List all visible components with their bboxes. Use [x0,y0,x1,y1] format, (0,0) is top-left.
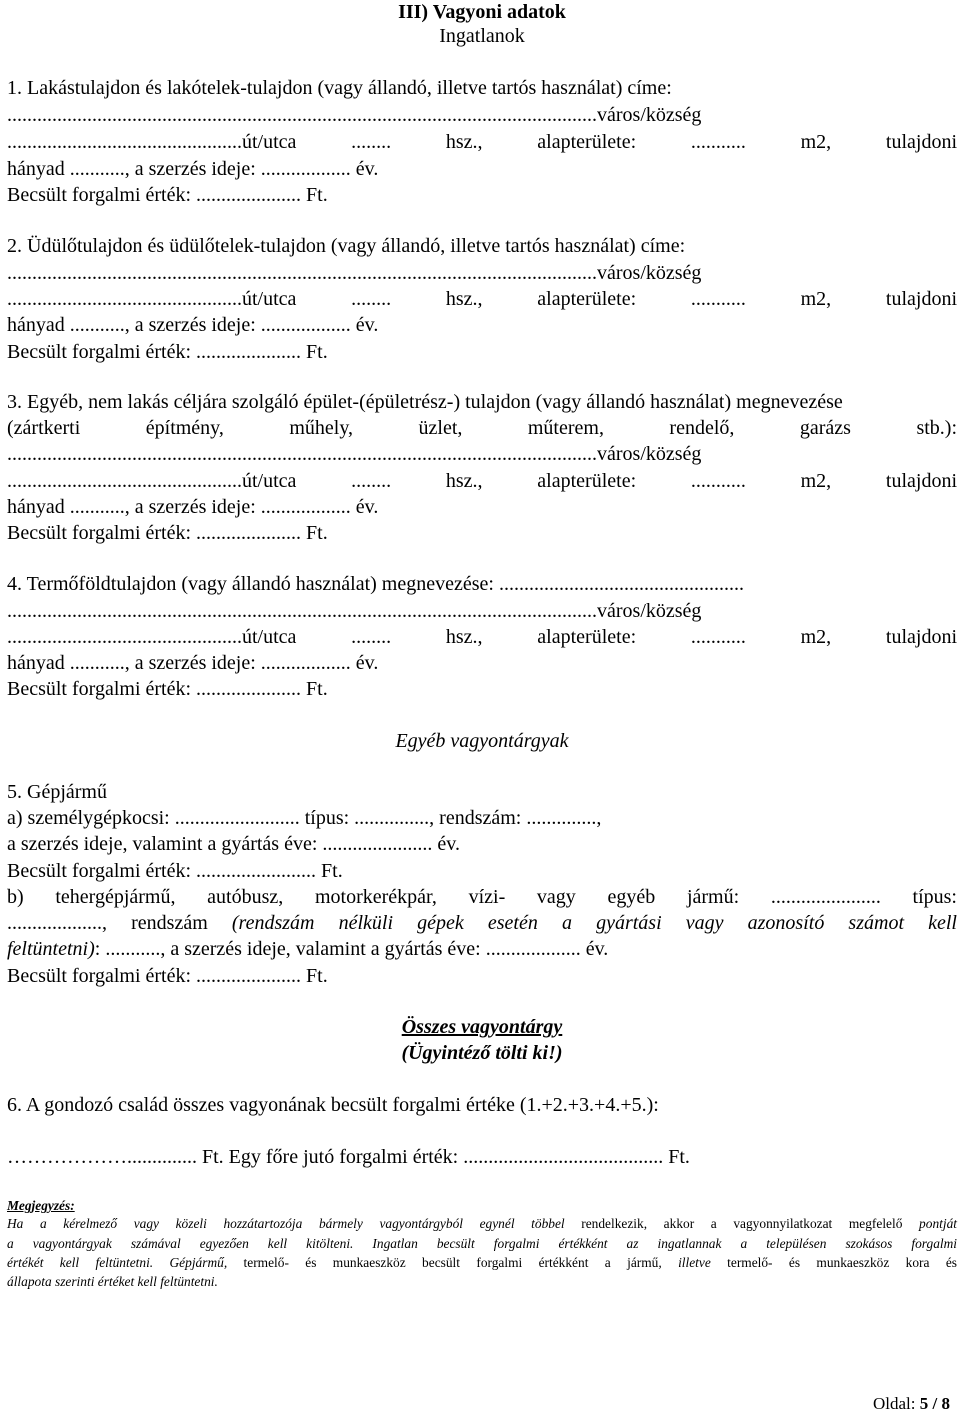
vehicle-acquisition-text: : ..........., a szerzés ideje, valamint a gyártás éve: ................... év. [94,938,609,960]
page-footer [873,1394,950,1414]
car-acquisition-line: a szerzés ideje, valamint a gyártás éve: ...................... év. [7,833,460,855]
note-line-2: a vagyontárgyak számával egyezően kell kitölteni. Ingatlan becsült forgalmi értékként az ingatlannak a településen szokásos forgalmi [7,1236,957,1251]
item-3-share-line: hányad ..........., a szerzés ideje: .................. év. [7,496,379,518]
note-line-1 [7,1214,957,1233]
item-3-value-line: Becsült forgalmi érték: ..................... Ft. [7,522,328,544]
section-subtitle: Ingatlanok [439,25,525,47]
item-1-heading: 1. Lakástulajdon és lakótelek-tulajdon (vagy állandó, illetve tartós használat) címe: [7,77,672,99]
item-2-share-line: hányad ..........., a szerzés ideje: .................. év. [7,314,379,336]
car-line: a) személygépkocsi: ......................... típus: ..............., rendszám: .............., [7,807,602,829]
item-3-heading: 3. Egyéb, nem lakás céljára szolgáló épület-(épületrész-) tulajdon (vagy állandó használat) megnevezése [7,391,843,413]
item-6-heading: 6. A gondozó család összes vagyonának becsült forgalmi értéke (1.+2.+3.+4.+5.): [7,1094,659,1116]
item-1-share-line: hányad ..........., a szerzés ideje: .................. év. [7,158,379,180]
item-3-examples-line: (zártkerti építmény, műhely, üzlet, műterem, rendelő, garázs stb.): [7,417,957,439]
item-1-value-line: Becsült forgalmi érték: ..................... Ft. [7,184,328,206]
car-value-line: Becsült forgalmi érték: ........................ Ft. [7,860,343,882]
section-title: III) Vagyoni adatok [398,1,566,23]
note-line-3 [7,1253,957,1272]
page-number: 5 / 8 [919,1394,950,1413]
vehicle-value-line: Becsült forgalmi érték: ..................... Ft. [7,965,328,987]
item-5-heading: 5. Gépjármű [7,781,107,803]
note-line-3-c: , illetve [658,1255,728,1270]
clerk-fills-note: (Ügyintéző tölti ki!) [401,1042,563,1064]
item-1-street-line: ...............................................út/utca ........ hsz., alapterülete: ........... m2, tulajdoni [7,131,957,153]
item-3-city-line: ......................................................................................................................város/község [7,443,702,465]
note-line-3-a: értékét kell feltüntetni. Gépjármű, [7,1255,228,1270]
vehicle-plate-text: ..................., rendszám [7,912,232,934]
note-label: Megjegyzés: [7,1198,75,1213]
item-4-value-line: Becsült forgalmi érték: ..................... Ft. [7,678,328,700]
item-4-share-line: hányad ..........., a szerzés ideje: .................. év. [7,652,379,674]
note-line-4: állapota szerinti értéket kell feltüntetni. [7,1274,218,1289]
vehicle-note-end: feltüntetni) [7,938,95,960]
vehicle-plate-line [7,911,957,935]
note-line-3-d: termelő- és munkaeszköz kora és [727,1255,957,1270]
total-assets-heading: Összes vagyontárgy [401,1016,563,1038]
item-2-heading: 2. Üdülőtulajdon és üdülőtelek-tulajdon (vagy állandó, illetve tartós használat) címe: [7,235,686,257]
page-label: Oldal: [873,1394,920,1413]
item-4-heading: 4. Termőföldtulajdon (vagy állandó használat) megnevezése: ................................................. [7,573,744,595]
note-line-3-b: termelő- és munkaeszköz becsült forgalmi értékként a jármű [227,1255,659,1270]
item-4-street-line: ...............................................út/utca ........ hsz., alapterülete: ........... m2, tulajdoni [7,626,957,648]
vehicle-plate-note: (rendszám nélküli gépek esetén a gyártási vagy azonosító számot kell [231,912,957,934]
item-4-city-line: ......................................................................................................................város/község [7,600,702,622]
vehicle-line: b) tehergépjármű, autóbusz, motorkerékpár, vízi- vagy egyéb jármű: ...................... típus: [7,886,957,908]
other-assets-heading: Egyéb vagyontárgyak [395,730,569,752]
item-3-street-line: ...............................................út/utca ........ hsz., alapterülete: ........... m2, tulajdoni [7,470,957,492]
item-2-city-line: ......................................................................................................................város/község [7,262,702,284]
item-1-city-line: ......................................................................................................................város/község [7,104,702,126]
total-value-line: ……………….............. Ft. Egy főre jutó forgalmi érték: ........................................ Ft. [7,1146,690,1168]
note-line-1-c: pontját [919,1216,957,1231]
vehicle-acquisition-line [7,937,957,961]
note-line-1-a: Ha a kérelmező vagy közeli hozzátartozója bármely vagyontárgyból egynél többel [7,1216,565,1231]
item-2-street-line: ...............................................út/utca ........ hsz., alapterülete: ........... m2, tulajdoni [7,288,957,310]
note-line-1-b: rendelkezik, akkor a vagyonnyilatkozat megfelelő [564,1216,920,1231]
item-2-value-line: Becsült forgalmi érték: ..................... Ft. [7,341,328,363]
